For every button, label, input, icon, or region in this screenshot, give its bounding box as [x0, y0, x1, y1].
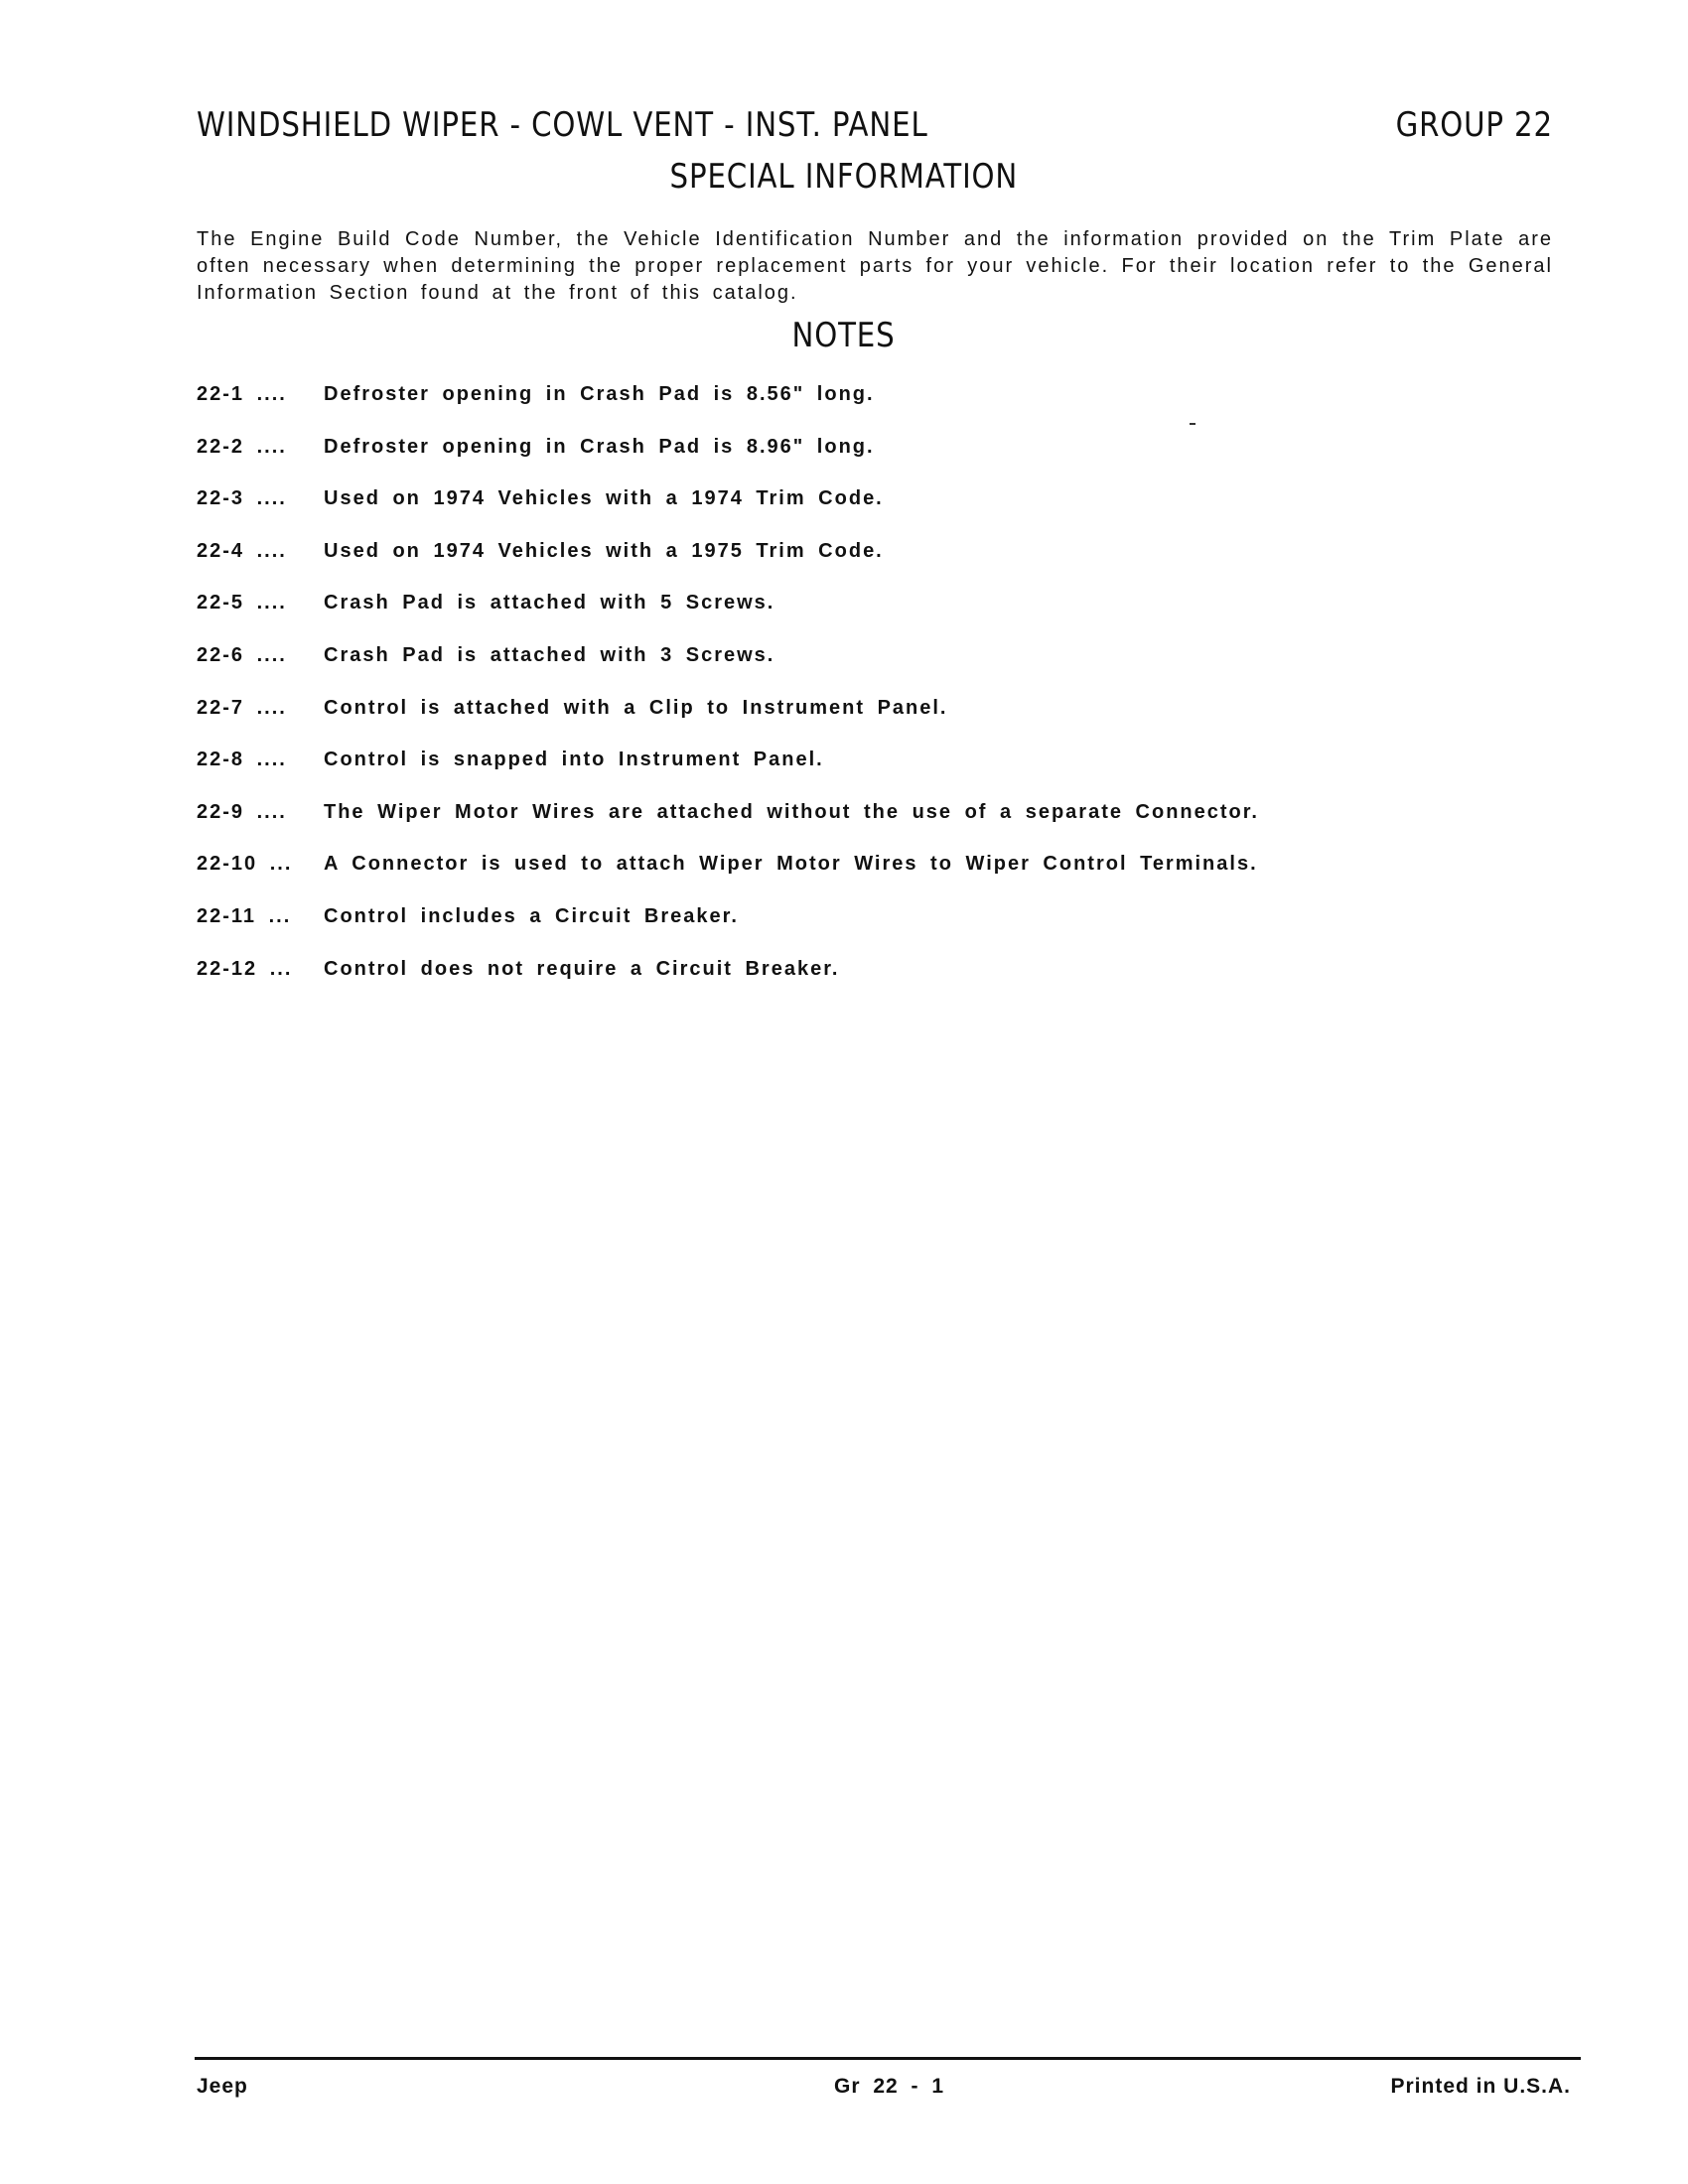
note-item — [197, 905, 1388, 958]
note-item — [197, 801, 1388, 854]
section-title: WINDSHIELD WIPER - COWL VENT - INST. PANEL — [197, 105, 928, 145]
page-header — [197, 105, 1553, 145]
note-item — [197, 958, 1388, 1011]
intro-paragraph: The Engine Build Code Number, the Vehicle Identification Number and the information provided on the Trim Plate are often necessary when determining the proper replacement parts for your vehicle. For their location refer to the General Information Section found at the front of this catalog. — [197, 228, 1553, 304]
note-text: Control does not require a Circuit Breaker. — [324, 957, 840, 980]
note-text: Defroster opening in Crash Pad is 8.56" long. — [324, 383, 875, 405]
note-number: 22-1 .... — [197, 383, 287, 405]
note-item — [197, 540, 1388, 593]
note-item — [197, 487, 1388, 540]
footer-printed: Printed in U.S.A. — [1390, 2075, 1571, 2098]
note-item — [197, 749, 1388, 801]
page-number: Gr 22 - 1 — [834, 2075, 945, 2098]
note-number: 22-8 .... — [197, 749, 287, 771]
note-number: 22-12 ... — [197, 957, 293, 980]
note-number: 22-9 .... — [197, 800, 287, 823]
note-text: Control is snapped into Instrument Panel. — [324, 749, 824, 771]
note-item — [197, 592, 1388, 644]
note-number: 22-3 .... — [197, 487, 287, 510]
note-item — [197, 644, 1388, 697]
note-text: Defroster opening in Crash Pad is 8.96" long. — [324, 435, 875, 458]
footer-divider — [195, 2057, 1581, 2060]
note-number: 22-5 .... — [197, 592, 287, 614]
note-item — [197, 436, 1388, 488]
footer-brand: Jeep — [197, 2075, 248, 2098]
note-text: Control includes a Circuit Breaker. — [324, 904, 739, 927]
page-footer — [197, 2075, 1571, 2099]
note-text: A Connector is used to attach Wiper Motor Wires to Wiper Control Terminals. — [324, 853, 1258, 876]
note-text: Crash Pad is attached with 3 Screws. — [324, 643, 775, 666]
note-text: Crash Pad is attached with 5 Screws. — [324, 592, 775, 614]
group-label: GROUP 22 — [1395, 105, 1553, 145]
note-item — [197, 853, 1388, 905]
note-number: 22-11 ... — [197, 904, 292, 927]
note-number: 22-10 ... — [197, 853, 293, 876]
note-item — [197, 383, 1388, 436]
note-text: Used on 1974 Vehicles with a 1975 Trim Code. — [324, 539, 884, 562]
note-number: 22-2 .... — [197, 435, 287, 458]
note-text: The Wiper Motor Wires are attached without the use of a separate Connector. — [324, 800, 1259, 823]
note-number: 22-6 .... — [197, 643, 287, 666]
notes-heading: NOTES — [791, 316, 897, 355]
note-text: Used on 1974 Vehicles with a 1974 Trim Code. — [324, 487, 884, 510]
special-information-heading: SPECIAL INFORMATION — [669, 157, 1019, 197]
note-number: 22-4 .... — [197, 539, 287, 562]
note-item — [197, 697, 1388, 750]
note-text: Control is attached with a Clip to Instrument Panel. — [324, 696, 948, 719]
note-number: 22-7 .... — [197, 696, 287, 719]
notes-list — [197, 383, 1388, 1010]
